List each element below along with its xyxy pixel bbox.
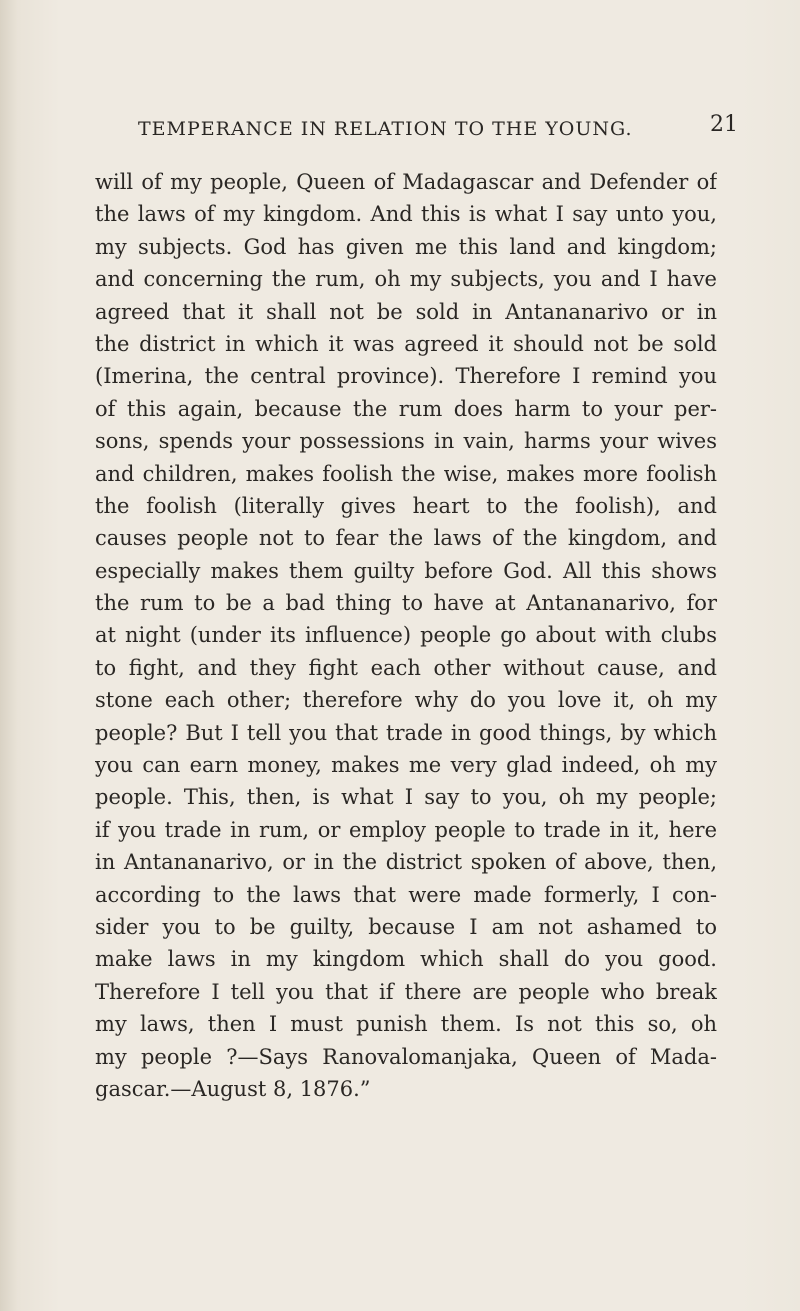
text-line: people? But I tell you that trade in good things, by which — [95, 720, 717, 745]
text-line: according to the laws that were made formerly, I con- — [95, 882, 717, 907]
text-line: in Antananarivo, or in the district spoken of above, then, — [95, 850, 717, 875]
text-line: at night (under its influence) people go about with clubs — [95, 623, 717, 648]
text-line: my people ?—Says Ranovalomanjaka, Queen of Mada- — [95, 1044, 717, 1069]
text-line: of this again, because the rum does harm to your per- — [95, 396, 717, 421]
text-line: my subjects. God has given me this land and kingdom; — [95, 234, 717, 259]
text-line: you can earn money, makes me very glad indeed, oh my — [95, 753, 717, 778]
page-header — [138, 112, 738, 150]
body-text — [95, 166, 717, 1105]
text-line: sider you to be guilty, because I am not ashamed to — [95, 914, 717, 939]
text-line: agreed that it shall not be sold in Antananarivo or in — [95, 299, 717, 324]
running-head: TEMPERANCE IN RELATION TO THE YOUNG. — [138, 118, 633, 140]
text-line: if you trade in rum, or employ people to trade in it, here — [95, 817, 717, 842]
text-line: the district in which it was agreed it should not be sold — [95, 331, 717, 356]
text-line: the rum to be a bad thing to have at Antananarivo, for — [95, 591, 717, 616]
text-line: Therefore I tell you that if there are people who break — [95, 979, 717, 1004]
text-line: and concerning the rum, oh my subjects, you and I have — [95, 267, 717, 292]
text-line: the foolish (literally gives heart to the foolish), and — [95, 493, 717, 518]
text-line: gascar.—August 8, 1876.” — [95, 1076, 371, 1101]
text-line: the laws of my kingdom. And this is what I say unto you, — [95, 202, 717, 227]
text-line: people. This, then, is what I say to you, oh my people; — [95, 785, 717, 810]
text-line: especially makes them guilty before God. All this shows — [95, 558, 717, 583]
text-line: stone each other; therefore why do you love it, oh my — [95, 688, 717, 713]
text-line: and children, makes foolish the wise, makes more foolish — [95, 461, 717, 486]
page-number: 21 — [710, 112, 738, 137]
text-line: (Imerina, the central province). Therefore I remind you — [95, 364, 717, 389]
text-line: to fight, and they fight each other without cause, and — [95, 655, 717, 680]
text-line: my laws, then I must punish them. Is not this so, oh — [95, 1012, 717, 1037]
text-line: will of my people, Queen of Madagascar and Defender of — [95, 170, 717, 194]
text-line: causes people not to fear the laws of the kingdom, and — [95, 526, 717, 551]
text-line: make laws in my kingdom which shall do you good. — [95, 947, 717, 972]
text-line: sons, spends your possessions in vain, harms your wives — [95, 429, 717, 454]
